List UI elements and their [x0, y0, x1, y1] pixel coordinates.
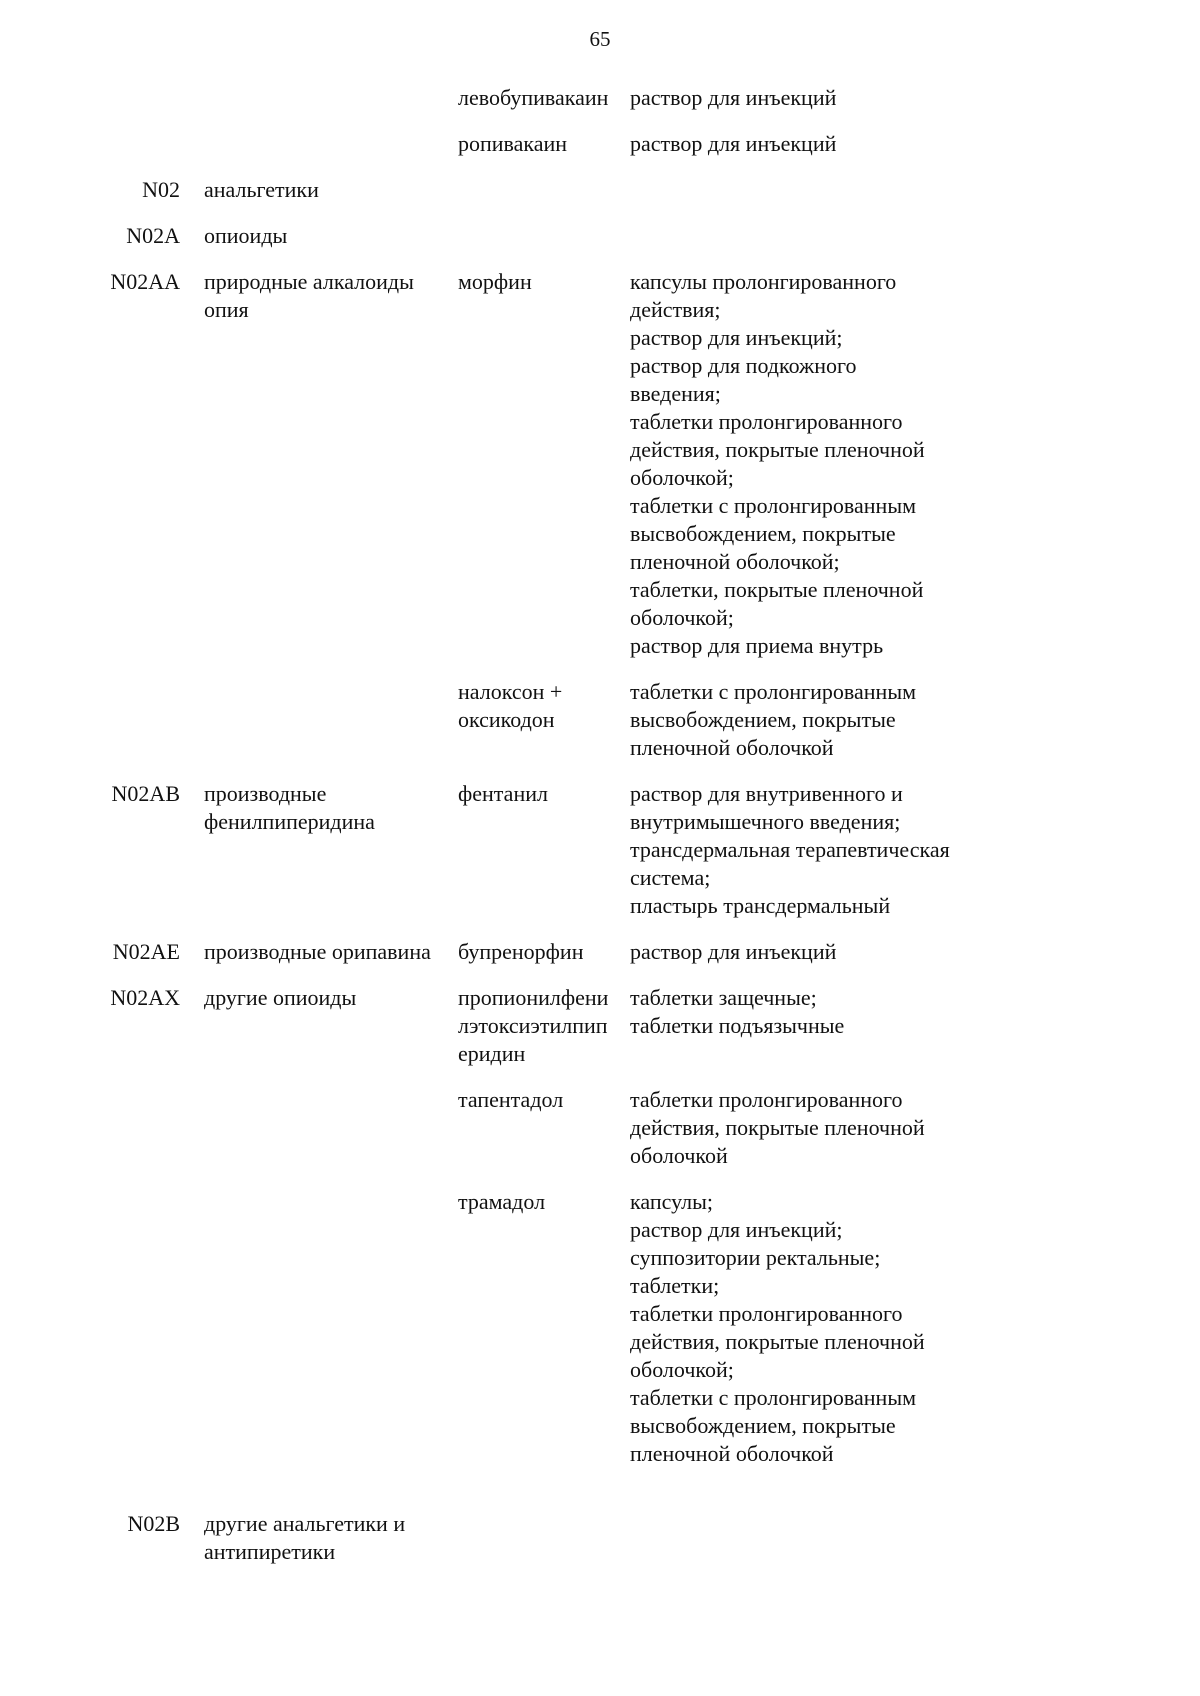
- table-row: [0, 176, 1200, 204]
- table-row: [0, 222, 1200, 250]
- drug-name-cell: фентанил: [458, 781, 548, 806]
- atc-code-cell: N02: [142, 177, 180, 202]
- page-number: 65: [589, 27, 611, 51]
- drug-name-cell: бупренорфин: [458, 939, 584, 964]
- dosage-form-cell: раствор для инъекций: [630, 939, 837, 964]
- group-name-cell: производные фенилпиперидина: [204, 781, 375, 834]
- table-row: [0, 984, 1200, 1068]
- drug-name-cell: тапентадол: [458, 1087, 564, 1112]
- dosage-form-cell: капсулы пролонгированного действия; раствор для инъекций; раствор для подкожного введения; таблетки пролонгированного действия, покрытые пленочной оболочкой; таблетки с пролонгированным высвобождением, покрытые пленочной оболочкой; таблетки, покрытые пленочной оболочкой; раствор для приема внутрь: [630, 269, 925, 658]
- group-name-cell: опиоиды: [204, 223, 288, 248]
- dosage-form-cell: таблетки пролонгированного действия, покрытые пленочной оболочкой: [630, 1087, 925, 1168]
- atc-code-cell: N02B: [127, 1511, 180, 1536]
- group-name-cell: природные алкалоиды опия: [204, 269, 414, 322]
- table-row: [0, 938, 1200, 966]
- dosage-form-cell: раствор для инъекций: [630, 85, 837, 110]
- dosage-form-cell: раствор для внутривенного и внутримышечного введения; трансдермальная терапевтическая система; пластырь трансдермальный: [630, 781, 950, 918]
- atc-code-cell: N02AA: [110, 269, 180, 294]
- drug-name-cell: морфин: [458, 269, 532, 294]
- dosage-form-cell: раствор для инъекций: [630, 131, 837, 156]
- atc-code-cell: N02AE: [112, 939, 180, 964]
- atc-code-cell: N02A: [126, 223, 180, 248]
- atc-code-cell: N02AB: [111, 781, 180, 806]
- table-row: [0, 678, 1200, 762]
- table-row: [0, 84, 1200, 112]
- group-name-cell: производные орипавина: [204, 939, 431, 964]
- drug-name-cell: ропивакаин: [458, 131, 568, 156]
- table-row: [0, 1086, 1200, 1170]
- medication-table: [0, 84, 1200, 1566]
- dosage-form-cell: таблетки с пролонгированным высвобождением, покрытые пленочной оболочкой: [630, 679, 917, 760]
- group-name-cell: анальгетики: [204, 177, 319, 202]
- table-row: [0, 780, 1200, 920]
- group-name-cell: другие опиоиды: [204, 985, 357, 1010]
- atc-code-cell: N02AX: [110, 985, 180, 1010]
- table-row: [0, 1510, 1200, 1566]
- dosage-form-cell: капсулы; раствор для инъекций; суппозитории ректальные; таблетки; таблетки пролонгированного действия, покрытые пленочной оболочкой; таблетки с пролонгированным высвобождением, покрытые пленочной оболочкой: [630, 1189, 925, 1466]
- drug-name-cell: налоксон + оксикодон: [458, 679, 563, 732]
- table-row: [0, 1188, 1200, 1468]
- drug-name-cell: трамадол: [458, 1189, 546, 1214]
- group-name-cell: другие анальгетики и антипиретики: [204, 1511, 406, 1564]
- drug-name-cell: левобупивакаин: [458, 85, 609, 110]
- table-row: [0, 268, 1200, 660]
- drug-name-cell: пропионилфени лэтоксиэтилпип еридин: [458, 985, 609, 1066]
- dosage-form-cell: таблетки защечные; таблетки подъязычные: [630, 985, 845, 1038]
- table-row: [0, 130, 1200, 158]
